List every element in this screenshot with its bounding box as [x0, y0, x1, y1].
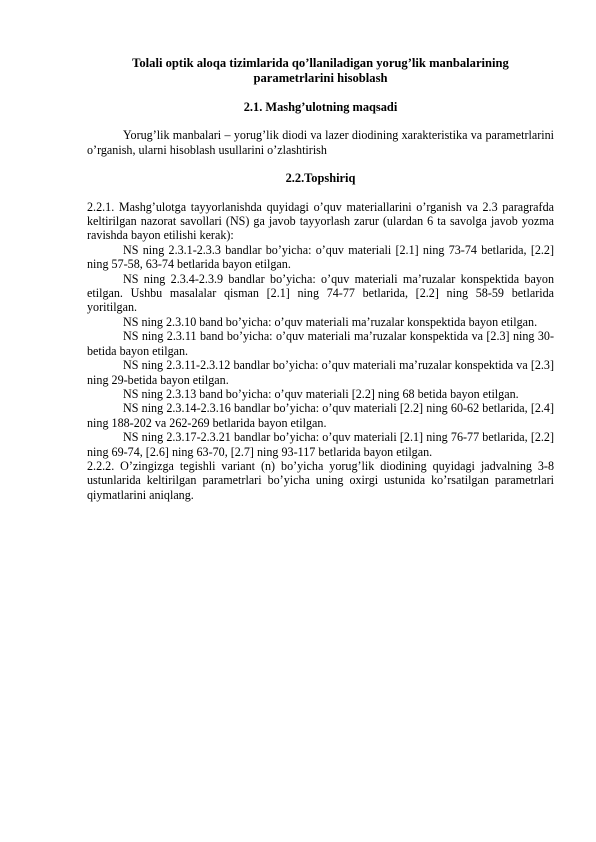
task-item-4: NS ning 2.3.11 band bo’yicha: o’quv materiali ma’ruzalar konspektida va [2.3] ning 30-betida bayon etilgan.	[87, 329, 554, 358]
task-item-6: NS ning 2.3.13 band bo’yicha: o’quv materiali [2.2] ning 68 betida bayon etilgan.	[123, 386, 519, 401]
section-heading-goal: 2.1. Mashg’ulotning maqsadi	[243, 100, 398, 114]
task-2-paragraph: 2.2.2. O’zingizga tegishli variant (n) bo’yicha yorug’lik diodining quyidagi jadvalning 3-8 ustunlarida keltirilgan parametrlari bo’yicha uning oxirgi ustunida ko’rsatilgan parametrlari qiymatlarini aniqlang.	[87, 458, 554, 502]
task-item-7: NS ning 2.3.14-2.3.16 bandlar bo’yicha: o’quv materiali [2.2] ning 60-62 betlarida, [2.4] ning 188-202 va 262-269 betlarida bayon etilgan.	[87, 401, 554, 430]
task-item-5: NS ning 2.3.11-2.3.12 bandlar bo’yicha: o’quv materiali ma’ruzalar konspektida va [2.3] ning 29-betida bayon etilgan.	[87, 358, 554, 387]
goal-paragraph: Yorug’lik manbalari – yorug’lik diodi va lazer diodining xarakteristika va parametrlarini o’rganish, ularni hisoblash usullarini o’zlashtirish	[87, 128, 554, 157]
task-intro-paragraph: 2.2.1. Mashg’ulotga tayyorlanishda quyidagi o’quv materiallarini o’rganish va 2.3 paragrafda keltirilgan nazorat savollari (NS) ga javob tayyorlash zarur (ulardan 6 ta savolga javob yozma ravishda bayon etilishi kerak):	[87, 199, 554, 243]
section-heading-task: 2.2.Topshiriq	[285, 171, 356, 186]
task-item-3: NS ning 2.3.10 band bo’yicha: o’quv materiali ma’ruzalar konspektida bayon etilgan.	[123, 314, 538, 329]
document-title: Tolali optik aloqa tizimlarida qo’llaniladigan yorug’lik manbalarining parametrlarini hisoblash	[132, 56, 509, 85]
task-item-1: NS ning 2.3.1-2.3.3 bandlar bo’yicha: o’quv materiali [2.1] ning 73-74 betlarida, [2.2] ning 57-58, 63-74 betlarida bayon etilgan.	[87, 242, 554, 272]
task-item-8: NS ning 2.3.17-2.3.21 bandlar bo’yicha: o’quv materiali [2.1] ning 76-77 betlarida, [2.2] ning 69-74, [2.6] ning 63-70, [2.7] ning 93-117 betlarida bayon etilgan.	[87, 430, 554, 459]
document-content	[87, 56, 554, 502]
task-item-2: NS ning 2.3.4-2.3.9 bandlar bo’yicha: o’quv materiali ma’ruzalar konspektida bayon etilgan. Ushbu masalalar qisman [2.1] ning 74-77 betlarida, [2.2] ning 58-59 betlarida yoritilgan.	[87, 271, 554, 315]
